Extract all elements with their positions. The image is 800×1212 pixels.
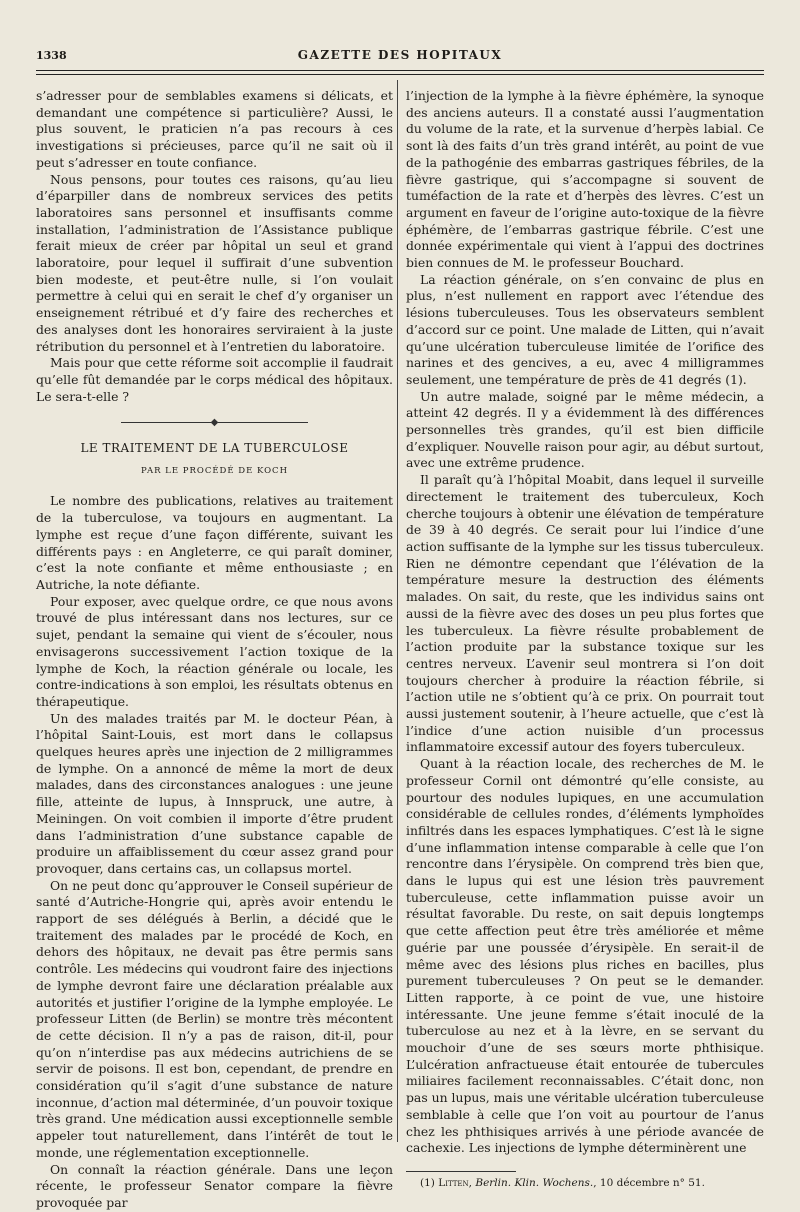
column-divider — [397, 80, 398, 1142]
paragraph: Nous pensons, pour toutes ces raisons, qu’au lieu d’éparpiller dans de nombreux services des petits laboratoires sans personnel et insuffisants comme installation, l’administration de l’Assistance publique ferait mieux de créer par hôpital un seul et grand laboratoire, pour lequel il suffirait d’une subvention bien modeste, et peut-être nulle, si l’on voulait permettre à celui qui en serait le chef d’y organiser un enseignement rétribué et d’y faire des recherches et des analyses dont les honoraires serviraient à la juste rétribution du personnel et à l’entretien du laboratoire. — [36, 171, 393, 354]
header-rule — [36, 70, 764, 71]
section-title: LE TRAITEMENT DE LA TUBERCULOSE — [80, 441, 349, 456]
paragraph: Un autre malade, soigné par le même médecin, a atteint 42 degrés. Il y a évidemment là des différences personnelles très grandes, qu’il est bien difficile d’expliquer. Nouvelle raison pour agir, au début surtout, avec une extrême prudence. — [406, 388, 764, 471]
section-separator: ◆ — [36, 415, 393, 432]
footnote-tail: , 10 décembre n° 51. — [593, 1177, 705, 1189]
paragraph: l’injection de la lymphe à la fièvre éphémère, la synoque des anciens auteurs. Il a constaté aussi l’augmentation du volume de la rate, et la survenue d’herpès labial. Ce sont là des faits d’un très grand intérêt, au point de vue de la pathogénie des embarras gastriques fébriles, de la fièvre gastrique, qui s’accompagne si souvent de tuméfaction de la rate et d’herpès des lèvres. C’est un argument en faveur de l’origine auto-toxique de la fièvre éphémère, de l’embarras gastrique fébrile. C’est une donnée expérimentale qui vient à l’appui des doctrines bien connues de M. le professeur Bouchard. — [406, 88, 764, 271]
paragraph: On connaît la réaction générale. Dans une leçon récente, le professeur Senator compare la fièvre provoquée par — [36, 1161, 393, 1210]
paragraph: La réaction générale, on s’en convainc de plus en plus, n’est nullement en rapport avec l’étendue des lésions tuberculeuses. Tous les observateurs semblent d’accord sur ce point. Une malade de Litten, qui n’avait qu’une ulcération tuberculeuse limitée de l’orifice des narines et des gencives, a eu, avec 4 milligrammes seulement, une température de près de 41 degrés (1). — [406, 271, 764, 387]
paragraph: Mais pour que cette réforme soit accomplie il faudrait qu’elle fût demandée par le corps médical des hôpitaux. Le sera-t-elle ? — [36, 355, 393, 404]
paragraph: s’adresser pour de semblables examens si délicats, et demandant une compétence si particulière? Aussi, le plus souvent, le praticien n’a pas recours à ces investigations si précieuses, parce qu’il ne sait où il peut s’adresser en toute confiance. — [36, 88, 393, 170]
journal-title: GAZETTE DES HOPITAUX — [297, 48, 503, 62]
footnote: (1) Litten, Berlin. Klin. Wochens., 10 décembre n° 51. — [420, 1177, 705, 1189]
paragraph: On ne peut donc qu’approuver le Conseil supérieur de santé d’Autriche-Hongrie qui, après avoir entendu le rapport de ses délégués à Berlin, a décidé que le traitement des malades par le procédé de Koch, en dehors des hôpitaux, ne devait pas être permis sans contrôle. Les médecins qui voudront faire des injections de lymphe devront faire une déclaration préalable aux autorités et justifier l’origine de la lymphe employée. Le professeur Litten (de Berlin) se montre très mécontent de cette décision. Il n’y a pas de raison, dit-il, pour qu’on n’interdise pas aux médecins autrichiens de se servir de poisons. Il est bon, cependant, de prendre en considération qu’il s’agit d’une substance de nature inconnue, d’action mal déterminée, d’un pouvoir toxique très grand. Une médication aussi exceptionnelle semble appeler tout naturellement, dans l’intérêt de tout le monde, une réglementation exceptionnelle. — [36, 877, 393, 1160]
header-rule-thin — [36, 74, 764, 75]
footnote-rule — [406, 1171, 516, 1172]
left-column — [36, 88, 393, 1212]
paragraph: Un des malades traités par M. le docteur Péan, à l’hôpital Saint-Louis, est mort dans le collapsus quelques heures après une injection de 2 milligrammes de lymphe. On a annoncé de même la mort de deux malades, dans des circonstances analogues : une jeune fille, atteinte de lupus, à Innspruck, une autre, à Meiningen. On voit combien il importe d’être prudent dans l’administration d’une substance capable de produire un affaiblissement du cœur assez grand pour provoquer, dans certains cas, un collapsus mortel. — [36, 710, 393, 876]
section-subtitle: PAR LE PROCÉDÉ DE KOCH — [141, 465, 288, 476]
paragraph: Il paraît qu’à l’hôpital Moabit, dans lequel il surveille directement le traitement des tuberculeux, Koch cherche toujours à obtenir une élévation de température de 39 à 40 degrés. Ce serait pour lui l’indice d’une action suffisante de la lymphe sur les tissus tuberculeux. Rien ne démontre cependant que l’élévation de la température mesure la destruction des éléments malades. On sait, du reste, que les individus sains ont aussi de la fièvre avec des doses un peu plus fortes que les tuberculeux. La fièvre résulte probablement de l’action produite par la substance toxique sur les centres nerveux. L’avenir seul montrera si l’on doit toujours chercher à produire la réaction fébrile, si l’action utile ne s’obtient qu’à ce prix. On pourrait tout aussi justement soutenir, à l’heure actuelle, que c’est là l’indice d’une action nuisible d’un processus inflammatoire excessif autour des foyers tuberculeux. — [406, 472, 764, 755]
page-number: 1338 — [36, 49, 67, 62]
footnote-reference: Berlin. Klin. Wochens. — [475, 1177, 594, 1189]
right-column — [406, 88, 764, 1190]
footnote-author: Litten — [438, 1177, 469, 1189]
paragraph: Pour exposer, avec quelque ordre, ce que nous avons trouvé de plus intéressant dans nos lectures, sur ce sujet, pendant la semaine qui vient de s’écouler, nous envisagerons successivement l’action toxique de la lymphe de Koch, la réaction générale ou locale, les contre-indications à son emploi, les résultats obtenus en thérapeutique. — [36, 593, 393, 709]
paragraph: Le nombre des publications, relatives au traitement de la tuberculose, va toujours en augmentant. La lymphe est reçue d’une façon différente, suivant les différents pays : en Angleterre, ce qui paraît dominer, c’est la note confiante et même enthousiaste ; en Autriche, la note défiante. — [36, 493, 393, 592]
paragraph: Quant à la réaction locale, des recherches de M. le professeur Cornil ont démontré qu’elle consiste, au pourtour des nodules lupiques, en une accumulation considérable de cellules rondes, d’éléments lymphoïdes infiltrés dans les espaces lymphatiques. C’est là le signe d’une inflammation intense comparable à celle que l’on rencontre dans l’érysipèle. On comprend très bien que, dans le lupus qui est une lésion très pauvrement tuberculeuse, cette inflammation puisse avoir un résultat favorable. Du reste, on sait depuis longtemps que cette affection peut être très améliorée et même guérie par une poussée d’érysipèle. En serait-il de même avec des lésions plus riches en bacilles, plus purement tuberculeuses ? On peut se le demander. Litten rapporte, à ce point de vue, une histoire intéressante. Une jeune femme s’était inoculé de la tuberculose au nez et à la lèvre, en se servant du mouchoir d’une de ses sœurs morte phthisique. L’ulcération anfractueuse était entourée de tubercules miliaires facilement reconnaissables. C’était donc, non pas un lupus, mais une véritable ulcération tuberculeuse semblable à celle que l’on voit au pourtour de l’anus chez les phthisiques arrivés à une période avancée de cachexie. Les injections de lymphe déterminèrent une — [406, 756, 764, 1156]
footnote-mark: (1) — [420, 1177, 435, 1189]
running-header — [36, 46, 764, 68]
